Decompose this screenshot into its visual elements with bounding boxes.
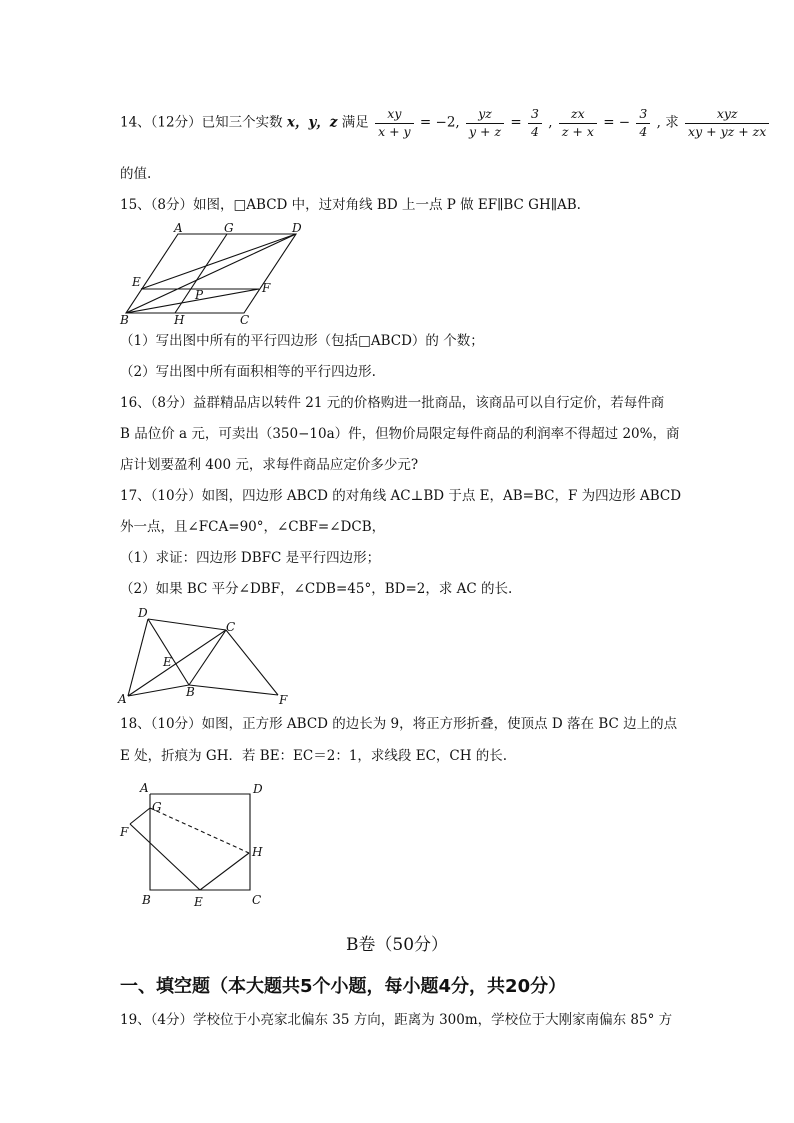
q14-fraction-2: $\frac{yz}{y + z}$ [466, 108, 504, 138]
q15-label-h: H [174, 313, 185, 327]
q15-label-p: P [195, 288, 204, 302]
q17-label-e: E [163, 655, 172, 669]
q14-fraction-6: $\frac{\text{xyz}}{xy + yz + zx}$ [685, 108, 769, 138]
q18-label-d: D [253, 782, 263, 796]
q16-line-1: 16、（8分）益群精品店以转件 21 元的价格购进一批商品，该商品可以自行定价，若每件商 [120, 395, 665, 411]
q15-label-b: B [120, 313, 129, 327]
q15-label-d: D [292, 222, 302, 235]
q14-tail: 的值. [120, 166, 152, 182]
q14-comma-2: , [548, 114, 553, 131]
q18-label-g: G [152, 800, 162, 814]
q14-value-1: = −2, [419, 114, 460, 131]
q17-label-c: C [226, 620, 236, 634]
q18-label-h: H [252, 845, 263, 859]
q16-line-2: B 品位价 a 元，可卖出（350−10a）件，但物价局限定每件商品的利润率不得超过 20%，商 [120, 426, 680, 442]
q14-line [120, 108, 771, 138]
q15-label-a: A [174, 222, 183, 235]
q14-ask: , 求 [656, 114, 679, 131]
q19-line: 19、（4分）学校位于小亮家北偏东 35 方向，距离为 300m，学校位于大刚家南偏东 85° 方 [120, 1012, 673, 1028]
q15-label-c: C [240, 313, 250, 327]
q18-label-f: F [120, 825, 129, 839]
q14-value-4: = − [603, 114, 631, 131]
q18-line-1: 18、（10分）如图，正方形 ABCD 的边长为 9，将正方形折叠，使顶点 D 落在 BC 边上的点 [120, 716, 678, 732]
q17-label-a: A [118, 692, 127, 706]
q14-fraction-5: $\frac{3}{4}$ [636, 108, 650, 138]
q18-label-b: B [142, 893, 151, 907]
section-1-heading: 一、填空题（本大题共5个小题，每小题4分，共20分） [120, 976, 567, 997]
q15-label-e: E [132, 275, 141, 289]
q17-line-1: 17、（10分）如图，四边形 ABCD 的对角线 AC⊥BD 于点 E，AB=BC，F 为四边形 ABCD [120, 488, 682, 504]
q14-fraction-3: $\frac{3}{4}$ [528, 108, 542, 138]
q14-fraction-4: $\frac{zx}{z + x}$ [559, 108, 597, 138]
q17-label-b: B [186, 685, 195, 699]
q18-label-c: C [252, 893, 262, 907]
q18-label-e: E [194, 895, 203, 909]
q15-label-f: F [262, 281, 271, 295]
q17-label-d: D [138, 606, 148, 620]
q18-label-a: A [140, 781, 149, 795]
q18-line-2: E 处，折痕为 GH．若 BE：EC＝2：1，求线段 EC，CH 的长. [120, 748, 508, 764]
q16-line-3: 店计划要盈利 400 元，求每件商品应定价多少元? [120, 457, 419, 473]
q17-line-2: 外一点，且∠FCA=90°，∠CBF=∠DCB， [120, 519, 386, 535]
q15-part-1: （1）写出图中所有的平行四边形（包括□ABCD）的 个数； [120, 333, 484, 349]
q14-eq-2: = [510, 114, 522, 131]
q14-vars: x，y，z [286, 114, 338, 131]
q15-label-g: G [224, 222, 234, 235]
q14-lead: 14、（12分）已知三个实数 [120, 114, 283, 131]
q18-figure [116, 778, 276, 910]
q17-figure [116, 603, 296, 707]
q17-label-f: F [279, 693, 288, 707]
section-b-title: B卷（50分） [345, 935, 449, 955]
q14-fraction-1: $\frac{xy}{x + y}$ [375, 108, 414, 138]
q15-part-2: （2）写出图中所有面积相等的平行四边形. [120, 364, 376, 380]
q14-mid: 满足 [341, 114, 369, 131]
q17-part-1: （1）求证：四边形 DBFC 是平行四边形； [120, 550, 381, 566]
q17-part-2: （2）如果 BC 平分∠DBF，∠CDB=45°，BD=2，求 AC 的长. [120, 581, 513, 597]
q15-stem: 15、（8分）如图，□ABCD 中，过对角线 BD 上一点 P 做 EF∥BC GH∥AB. [120, 197, 581, 213]
q15-figure [118, 222, 308, 328]
